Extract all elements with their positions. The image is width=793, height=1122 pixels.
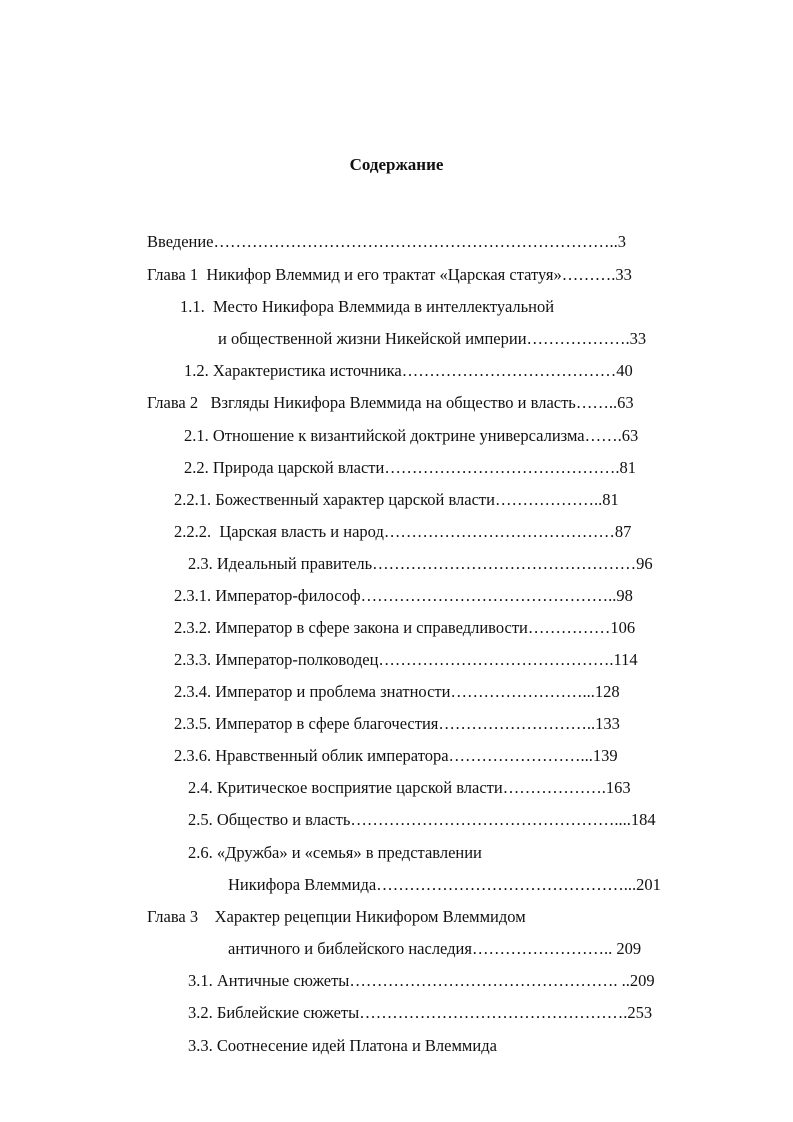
toc-entry-1-1-continued: и общественной жизни Никейской империи……………….33 <box>218 329 647 348</box>
toc-entry-1-2: 1.2. Характеристика источника…………………………………40 <box>184 361 633 380</box>
toc-entry-2-3-5: 2.3.5. Император в сфере благочестия………………………..133 <box>174 714 620 733</box>
toc-entry-2-3-6: 2.3.6. Нравственный облик императора……………………...139 <box>174 746 618 765</box>
toc-entry-2-5: 2.5. Общество и власть…………………………………………....184 <box>188 810 656 829</box>
page-title: Содержание <box>349 155 444 174</box>
toc-entry-2-1: 2.1. Отношение к византийской доктрине универсализма…….63 <box>184 426 639 445</box>
toc-entry-2-6: 2.6. «Дружба» и «семья» в представлении <box>188 843 482 862</box>
toc-entry-chapter-1: Глава 1 Никифор Влеммид и его трактат «Царская статуя»……….33 <box>147 265 632 284</box>
toc-entry-2-4: 2.4. Критическое восприятие царской власти……………….163 <box>188 778 631 797</box>
toc-entry-chapter-3-continued: античного и библейского наследия…………………….. 209 <box>228 939 642 958</box>
toc-entry-chapter-2: Глава 2 Взгляды Никифора Влеммида на общество и власть……..63 <box>147 393 634 412</box>
toc-entry-2-6-continued: Никифора Влеммида………………………………………...201 <box>228 875 661 894</box>
toc-entry-3-3: 3.3. Соотнесение идей Платона и Влеммида <box>188 1036 497 1055</box>
toc-entry-1-1: 1.1. Место Никифора Влеммида в интеллектуальной <box>180 297 555 316</box>
toc-entry-introduction: Введение………………………………………………………………..3 <box>147 232 627 251</box>
toc-entry-2-3-3: 2.3.3. Император-полководец…………………………………….114 <box>174 650 638 669</box>
toc-entry-chapter-3: Глава 3 Характер рецепции Никифором Влеммидом <box>147 907 526 926</box>
toc-entry-2-3-2: 2.3.2. Император в сфере закона и справедливости……………106 <box>174 618 636 637</box>
toc-entry-2-3: 2.3. Идеальный правитель…………………………………………96 <box>188 554 653 573</box>
toc-entry-2-2-2: 2.2.2. Царская власть и народ……………………………………87 <box>174 522 632 541</box>
toc-entry-3-2: 3.2. Библейские сюжеты………………………………………….253 <box>188 1003 653 1022</box>
toc-entry-3-1: 3.1. Античные сюжеты…………………………………………. ..209 <box>188 971 655 990</box>
toc-entry-2-3-4: 2.3.4. Император и проблема знатности……………………...128 <box>174 682 620 701</box>
toc-entry-2-2-1: 2.2.1. Божественный характер царской власти………………..81 <box>174 490 619 509</box>
toc-entry-2-2: 2.2. Природа царской власти…………………………………….81 <box>184 458 636 477</box>
toc-entry-2-3-1: 2.3.1. Император-философ………………………………………..98 <box>174 586 633 605</box>
